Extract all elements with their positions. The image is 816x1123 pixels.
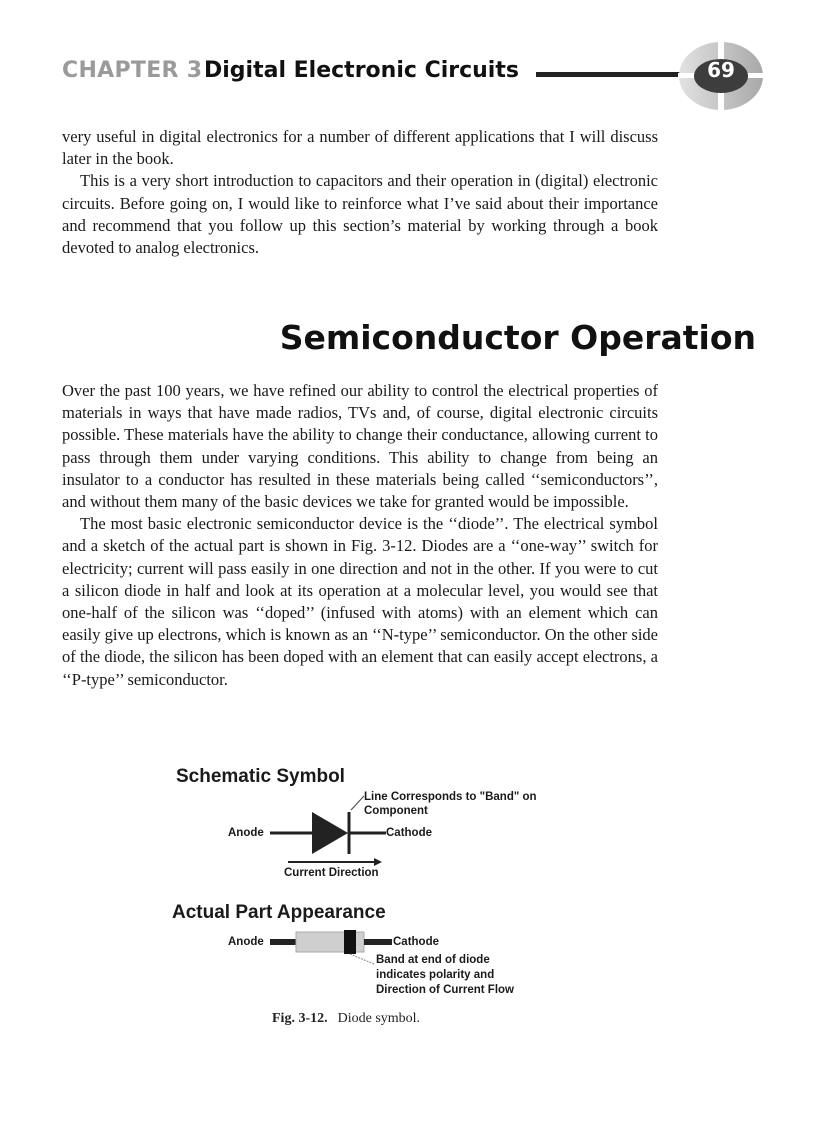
part-cathode-label: Cathode: [393, 936, 439, 948]
part-anode-label: Anode: [228, 936, 264, 948]
band-desc-line2: indicates polarity and: [376, 969, 495, 981]
intro-text: [62, 126, 658, 259]
actual-part-heading: Actual Part Appearance: [172, 902, 386, 923]
chapter-title: Digital Electronic Circuits: [204, 58, 519, 83]
current-direction-label: Current Direction: [284, 867, 379, 879]
page-number: 69: [707, 58, 735, 82]
cathode-label: Cathode: [386, 827, 432, 839]
band-desc-line3: Direction of Current Flow: [376, 984, 514, 996]
part-cathode-band: [344, 930, 356, 954]
chapter-label: CHAPTER 3: [62, 58, 203, 83]
intro-paragraph-1: very useful in digital electronics for a number of different applications that I will discuss later in the book.: [62, 127, 658, 169]
band-desc-line1: Band at end of diode: [376, 954, 490, 966]
page-number-badge: [678, 40, 764, 112]
band-note-pointer: [351, 796, 364, 810]
intro-paragraph-2: This is a very short introduction to capacitors and their operation in (digital) electronic circuits. Before going on, I would like to reinforce what I’ve said about their importance and recommend that you follow up this section’s material by working through a book devoted to analog electronics.: [62, 171, 658, 258]
diode-triangle-symbol: [312, 812, 348, 854]
section-heading: Semiconductor Operation: [279, 318, 756, 357]
section-paragraph-1: Over the past 100 years, we have refined our ability to control the electrical properties of materials in ways that have made radios, TVs and, of course, digital electronic circuits possible. These materials have the ability to change their conductance, allowing current to pass through them under varying conditions. This ability to change from being an insulator to a conductor has resulted in these materials being called ‘‘semiconductors’’, and without them many of the basic devices we take for granted would be impossible.: [62, 381, 658, 512]
header-rule: [536, 72, 686, 77]
current-direction-arrowhead: [374, 858, 382, 866]
anode-label: Anode: [228, 827, 264, 839]
section-text: [62, 380, 658, 691]
section-paragraph-2: The most basic electronic semiconductor device is the ‘‘diode’’. The electrical symbol and a sketch of the actual part is shown in Fig. 3-12. Diodes are a ‘‘one-way’’ switch for electricity; current will pass easily in one direction and not in the other. If you were to cut a silicon diode in half and look at its operation at a molecular level, you would see that one-half of the silicon was ‘‘doped’’ (infused with atoms) with an element which can easily give up electrons, which is known as an ‘‘N-type’’ semiconductor. On the other side of the diode, the silicon has been doped with an element that can easily accept electrons, a ‘‘P-type’’ semiconductor.: [62, 514, 658, 689]
page-header: [62, 56, 762, 90]
schematic-heading: Schematic Symbol: [176, 766, 345, 787]
band-note-line2: Component: [364, 805, 428, 817]
caption-label: Fig. 3-12.: [272, 1011, 328, 1026]
band-desc-pointer: [350, 954, 374, 964]
diode-figure: [160, 760, 680, 1000]
band-note-line1: Line Corresponds to "Band" on: [364, 791, 537, 803]
figure-caption: [272, 1011, 420, 1027]
caption-text: Diode symbol.: [337, 1011, 421, 1026]
